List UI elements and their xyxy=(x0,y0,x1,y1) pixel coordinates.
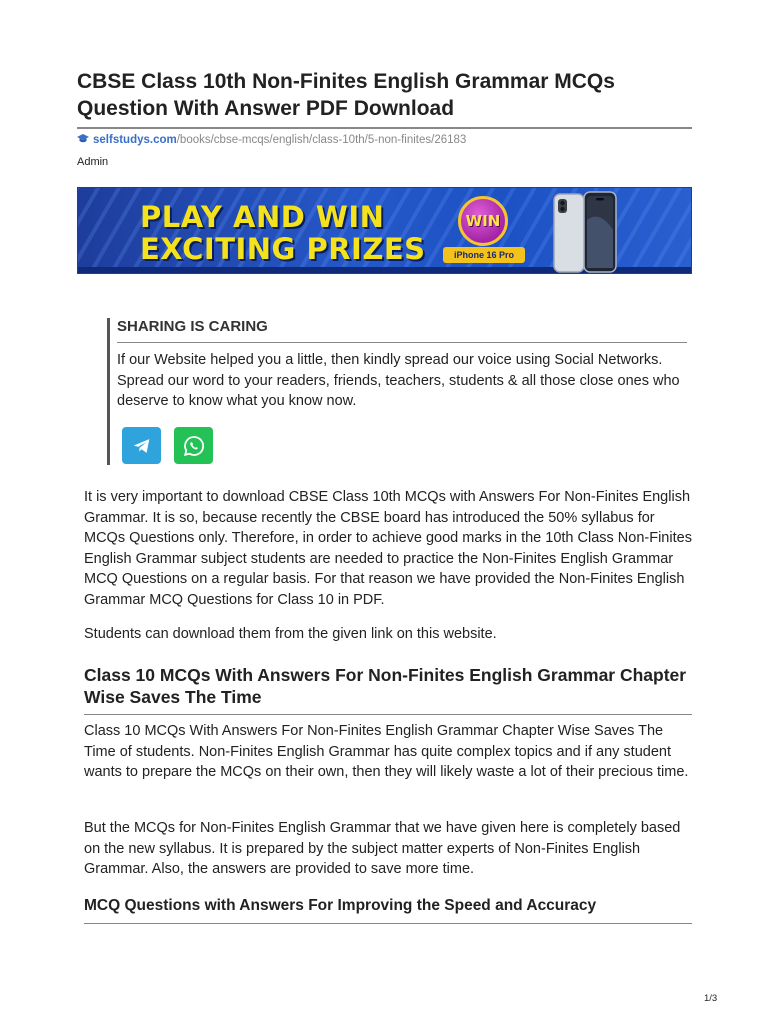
phone-image-icon xyxy=(550,190,620,274)
prize-label: iPhone 16 Pro xyxy=(443,247,525,263)
url-path[interactable]: /books/cbse-mcqs/english/class-10th/5-non-finites/26183 xyxy=(176,134,467,146)
section-heading-saves-time: Class 10 MCQs With Answers For Non-Finites English Grammar Chapter Wise Saves The Time xyxy=(84,665,687,707)
page-number: 1/3 xyxy=(704,993,718,1004)
telegram-icon xyxy=(131,435,153,457)
saves-time-paragraph: Class 10 MCQs With Answers For Non-Finites English Grammar Chapter Wise Saves The Time of students. Non-Finites English Grammar has quite complex topics and if any student wants to prepare the MCQs on their own, then they will likely waste a lot of their precious time. xyxy=(84,723,689,780)
sharing-heading: SHARING IS CARING xyxy=(117,318,268,335)
title-divider xyxy=(77,127,692,129)
banner-headline-1: PLAY AND WIN xyxy=(140,200,385,234)
graduation-cap-icon xyxy=(77,134,89,144)
url-domain[interactable]: selfstudys.com xyxy=(93,134,177,146)
intro-paragraph: It is very important to download CBSE Class 10th MCQs with Answers For Non-Finites English Grammar. It is so, because recently the CBSE board has introduced the 50% syllabus for MCQs Questions only. Therefore, in order to achieve good marks in the 10th Class Non-Finites English Grammar subject students are needed to practice the Non-Finites English Grammar MCQ Questions on a regular basis. For that reason we have provided the Non-Finites English Grammar MCQ Questions for Class 10 in PDF. xyxy=(84,489,692,608)
source-url[interactable] xyxy=(77,133,466,147)
sharing-box xyxy=(107,318,685,465)
section-heading-speed-accuracy: MCQ Questions with Answers For Improving the Speed and Accuracy xyxy=(84,897,597,914)
whatsapp-icon xyxy=(182,434,206,458)
banner-headline-2: EXCITING PRIZES xyxy=(140,232,426,266)
download-paragraph: Students can download them from the given link on this website. xyxy=(84,626,497,642)
subsection-divider xyxy=(84,923,692,924)
whatsapp-share-button[interactable] xyxy=(174,427,213,464)
promo-banner[interactable] xyxy=(77,187,692,274)
author-name: Admin xyxy=(77,156,109,168)
telegram-share-button[interactable] xyxy=(122,427,161,464)
win-badge xyxy=(458,196,508,246)
sharing-divider xyxy=(117,342,687,343)
sharing-text: If our Website helped you a little, then kindly spread our voice using Social Networks. Spread our word to your readers, friends, teachers, students & all those close ones who deserve to know what you know now. xyxy=(117,352,680,409)
section-divider xyxy=(84,714,692,715)
page-title: CBSE Class 10th Non-Finites English Grammar MCQs Question With Answer PDF Download xyxy=(77,70,615,120)
syllabus-paragraph: But the MCQs for Non-Finites English Grammar that we have given here is completely based on the new syllabus. It is prepared by the subject matter experts of Non-Finites English Grammar. Also, the answers are provided to save more time. xyxy=(84,820,681,877)
win-badge-label: WIN xyxy=(465,212,501,230)
